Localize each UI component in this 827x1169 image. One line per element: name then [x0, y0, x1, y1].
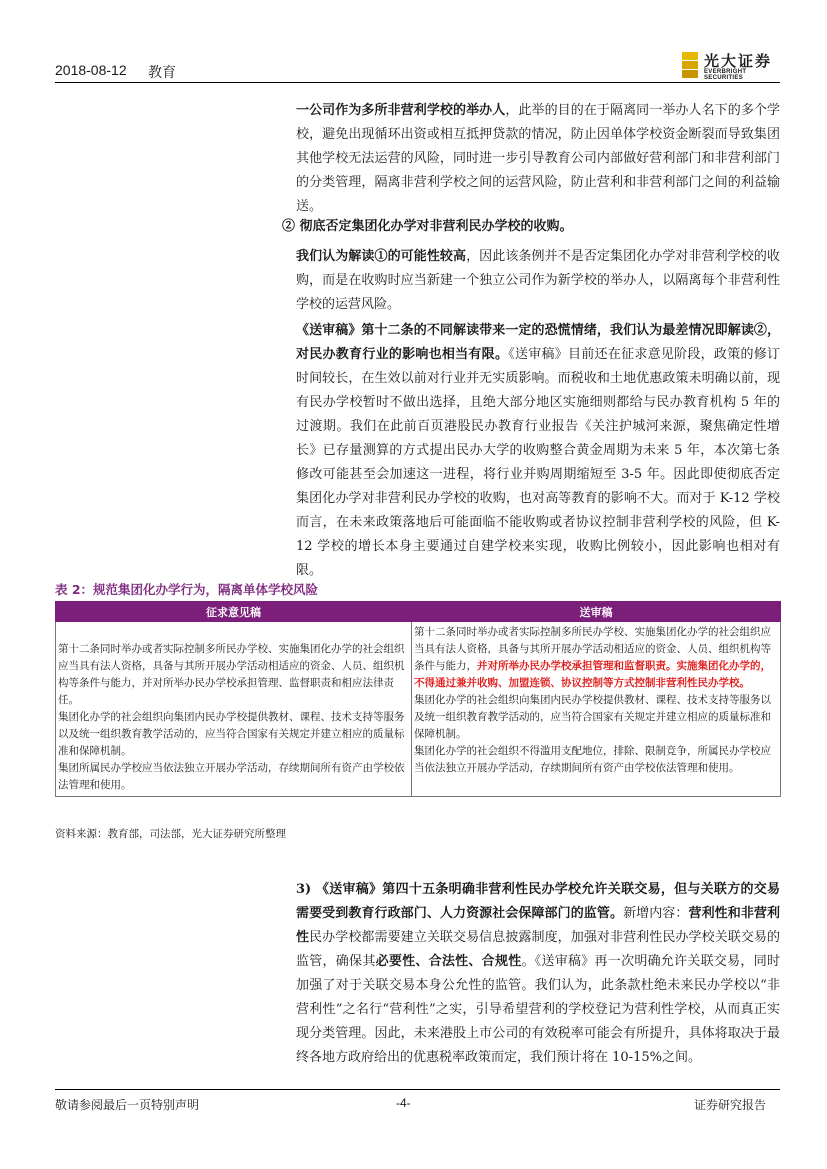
report-date: 2018-08-12: [55, 62, 127, 78]
paragraph-3: [296, 245, 780, 317]
footer-rule: [55, 1089, 780, 1090]
submitted-para-1: [414, 624, 778, 692]
submitted-para-1-text: 第十二条同时举办或者实际控制多所民办学校、实施集团化办学的社会组织应当具有法人资格，具备与其所开展办学活动相适应的资金、人员、组织机构等条件与能力，: [414, 626, 771, 672]
paragraph-3-bold: 我们认为解读①的可能性较高: [296, 249, 467, 264]
table-source: 资料来源：教育部，司法部，光大证券研究所整理: [55, 828, 286, 840]
comparison-table: [55, 601, 781, 797]
paragraph-5-text-1: 新增内容：: [623, 906, 689, 921]
paragraph-5: [296, 878, 780, 1070]
logo-cn-text: 光大证券: [704, 52, 773, 70]
draft-para-1: 第十二条同时举办或者实际控制多所民办学校、实施集团化办学的社会组织应当具有法人资格，具备与其所开展办学活动相适应的资金、人员、组织机构等条件与能力，并对所举办民办学校承担管理、监督职责和相应法律责任。: [58, 643, 405, 706]
page-number: -4-: [396, 1096, 411, 1110]
table-header-draft: 征求意见稿: [56, 602, 412, 622]
report-sector: 教育: [148, 65, 176, 81]
submitted-cell: [412, 622, 781, 797]
paragraph-5-bold-1: 3) 《送审稿》第四十五条明确非营利性民办学校允许关联交易，但与关联方的交易需要受到教育行政部门、人力资源社会保障部门的监管。: [296, 882, 780, 921]
logo-mark-icon: [682, 52, 698, 78]
submitted-para-2: 集团化办学的社会组织向集团内民办学校提供教材、课程、技术支持等服务以及统一组织教育教学活动的，应当符合国家有关规定并建立相应的质量标准和保障机制。: [414, 694, 771, 740]
paragraph-5-text-2: 民办学校都需要建立关联交易信息披露制度，加强对非营利性民办学校关联交易的监管，确保其: [296, 930, 780, 969]
paragraph-1-bold: 一公司作为多所非营利学校的举办人: [296, 103, 506, 118]
paragraph-5-bold-3: 必要性、合法性、合规性: [375, 954, 522, 969]
paragraph-1: [296, 99, 780, 219]
draft-cell: [56, 622, 412, 797]
point-2-heading: ② 彻底否定集团化办学对非营利民办学校的收购。: [282, 219, 573, 234]
table-header-submitted: 送审稿: [412, 602, 781, 622]
logo-en-text: EVERBRIGHT SECURITIES: [704, 69, 747, 81]
footer-report-type: 证券研究报告: [694, 1098, 767, 1112]
submitted-para-1-highlight: 并对所举办民办学校承担管理和监督职责。实施集团化办学的，不得通过兼并收购、加盟连锁、协议控制等方式控制非营利性民办学校。: [414, 660, 771, 689]
paragraph-5-bold-2: 营利性和非营利性: [296, 906, 780, 945]
paragraph-3-text: ，因此该条例并不是否定集团化办学对非营利学校的收购，而是在收购时应当新建一个独立公司作为新学校的举办人，以隔离每个非营利性学校的运营风险。: [296, 249, 780, 312]
paragraph-4: [296, 319, 780, 583]
paragraph-1-text: ，此举的目的在于隔离同一举办人名下的多个学校，避免出现循环出资或相互抵押贷款的情况，防止因单体学校资金断裂而导致集团其他学校无法运营的风险，同时进一步引导教育公司内部做好营利部门和非营利部门的分类管理，隔离非营利学校之间的运营风险，防止营利和非营利部门之间的利益输送。: [296, 103, 780, 214]
header-rule: [55, 82, 780, 83]
paragraph-4-text: 《送审稿》目前还在征求意见阶段，政策的修订时间较长，在生效以前对行业并无实质影响。而税收和土地优惠政策未明确以前，现有民办学校暂时不做出选择，且绝大部分地区实施细则都给与民办教育机构 5 年的过渡期。我们在此前百页港股民办教育行业报告《关注护城河来源，聚焦确定性增长》已存量测算的方式提出民办大学的收购整合黄金周期为未来 5 年，本次第七条修改可能甚至会加速这一进程，将行业并购周期缩短至 3-5 年。因此即使彻底否定集团化办学对非营利民办学校的收购，也对高等教育的影响不大。而对于 K-12 学校而言，在未来政策落地后可能面临不能收购或者协议控制非营利学校的风险，但 K-12 学校的增长本身主要通过自建学校来实现，收购比例较小，因此影响也相对有限。: [296, 347, 780, 578]
everbright-logo: [682, 52, 782, 81]
draft-para-3: 集团所属民办学校应当依法独立开展办学活动，存续期间所有资产由学校依法管理和使用。: [58, 762, 405, 791]
footer-disclaimer: 敬请参阅最后一页特别声明: [55, 1098, 200, 1112]
submitted-para-3: 集团化办学的社会组织不得滥用支配地位，排除、限制竞争，所属民办学校应当依法独立开展办学活动，存续期间所有资产由学校依法管理和使用。: [414, 745, 771, 774]
paragraph-4-bold: 《送审稿》第十二条的不同解读带来一定的恐慌情绪，我们认为最差情况即解读②，对民办教育行业的影响也相当有限。: [296, 323, 780, 362]
paragraph-5-text-3: 。《送审稿》再一次明确允许关联交易，同时加强了对于关联交易本身公允性的监管。我们认为，此条款杜绝未来民办学校以“非营利性”之名行“营利性”之实，引导希望营利的学校登记为营利性学校，从而真正实现分类管理。因此，未来港股上市公司的有效税率可能会有所提升，具体将取决于最终各地方政府给出的优惠税率政策而定，我们预计将在 10-15%之间。: [296, 954, 780, 1065]
table-title: 表 2：规范集团化办学行为，隔离单体学校风险: [55, 582, 319, 597]
draft-para-2: 集团化办学的社会组织向集团内民办学校提供教材、课程、技术支持等服务以及统一组织教育教学活动的，应当符合国家有关规定并建立相应的质量标准和保障机制。: [58, 711, 405, 757]
